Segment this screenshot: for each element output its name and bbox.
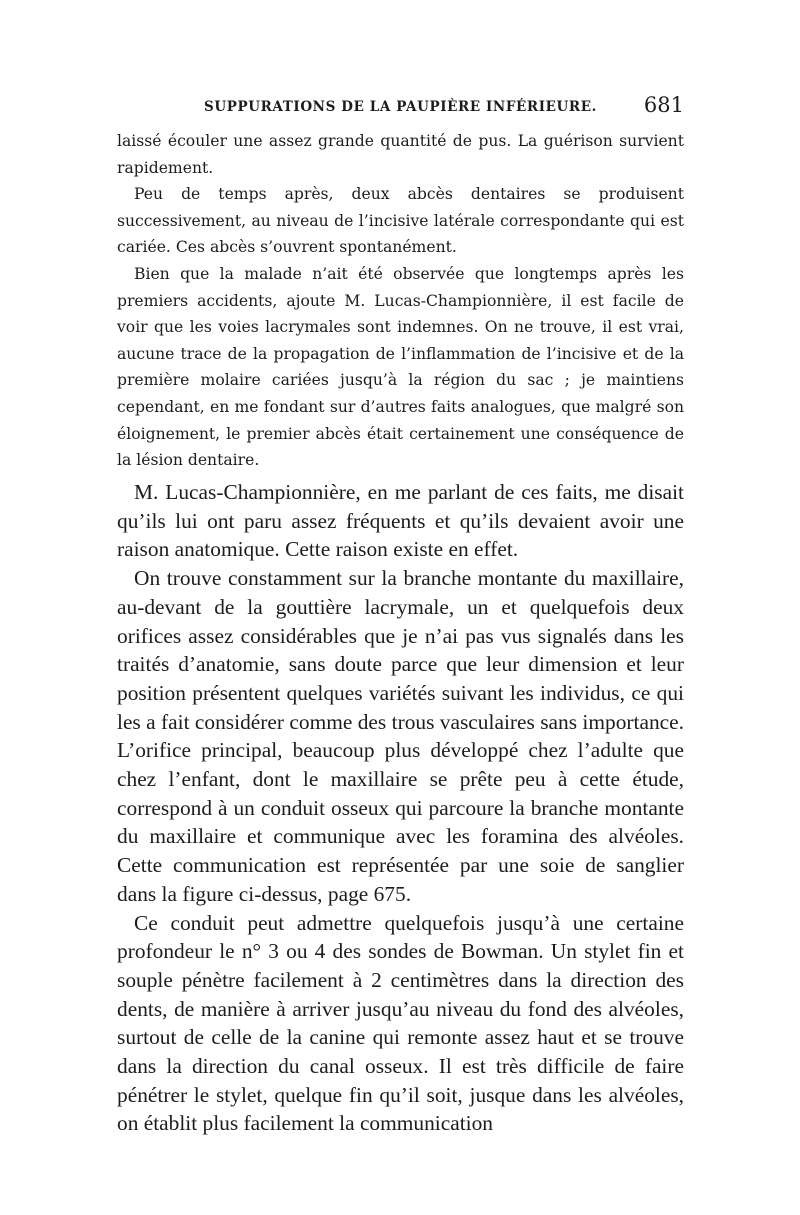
paragraph: M. Lucas-Championnière, en me parlant de ces faits, me disait qu’ils lui ont paru assez fréquents et qu’ils devaient avoir une raison anatomique. Cette raison existe en effet. bbox=[117, 480, 684, 562]
paragraph: laissé écouler une assez grande quantité de pus. La guérison survient rapidement. bbox=[117, 132, 684, 177]
paragraph: Ce conduit peut admettre quelquefois jusqu’à une certaine profondeur le n° 3 ou 4 des sondes de Bowman. Un stylet fin et souple pénètre facilement à 2 centimètres dans la direction des dents, de manière à arriver jusqu’au niveau du fond des alvéoles, surtout de celle de la canine qui remonte assez haut et se trouve dans la direction du canal osseux. Il est très difficile de faire pénétrer le stylet, quelque fin qu’il soit, jusque dans les alvéoles, on établit plus facilement la communication bbox=[117, 910, 684, 1136]
running-title: SUPPURATIONS DE LA PAUPIÈRE INFÉRIEURE. bbox=[204, 99, 597, 115]
running-head bbox=[118, 93, 684, 123]
quoted-observation bbox=[117, 128, 684, 474]
paragraph: Bien que la malade n’ait été observée que longtemps après les premiers accidents, ajoute M. Lucas-Championnière, il est facile de voir que les voies lacrymales sont indemnes. On ne trouve, il est vrai, aucune trace de la propagation de l’inflammation de l’incisive et de la première molaire cariées jusqu’à la région du sac ; je maintiens cependant, en me fondant sur d’autres faits analogues, que malgré son éloignement, le premier abcès était certainement une conséquence de la lésion dentaire. bbox=[117, 264, 684, 470]
paragraph: Peu de temps après, deux abcès dentaires se produisent successivement, au niveau de l’incisive latérale correspondante qui est cariée. Ces abcès s’ouvrent spontanément. bbox=[117, 185, 684, 257]
main-text bbox=[117, 478, 684, 1138]
paragraph: On trouve constamment sur la branche montante du maxillaire, au-devant de la gouttière lacrymale, un et quelquefois deux orifices assez considérables que je n’ai pas vus signalés dans les traités d’anatomie, sans doute parce que leur dimension et leur position présentent quelques variétés suivant les individus, ce qui les a fait considérer comme des trous vasculaires sans importance. L’orifice principal, beaucoup plus développé chez l’adulte que chez l’enfant, dont le maxillaire se prête peu à cette étude, correspond à un conduit osseux qui parcoure la branche montante du maxillaire et communique avec les foramina des alvéoles. Cette communication est représentée par une soie de sanglier dans la figure ci-dessus, page 675. bbox=[117, 566, 684, 906]
page-number: 681 bbox=[643, 93, 684, 117]
